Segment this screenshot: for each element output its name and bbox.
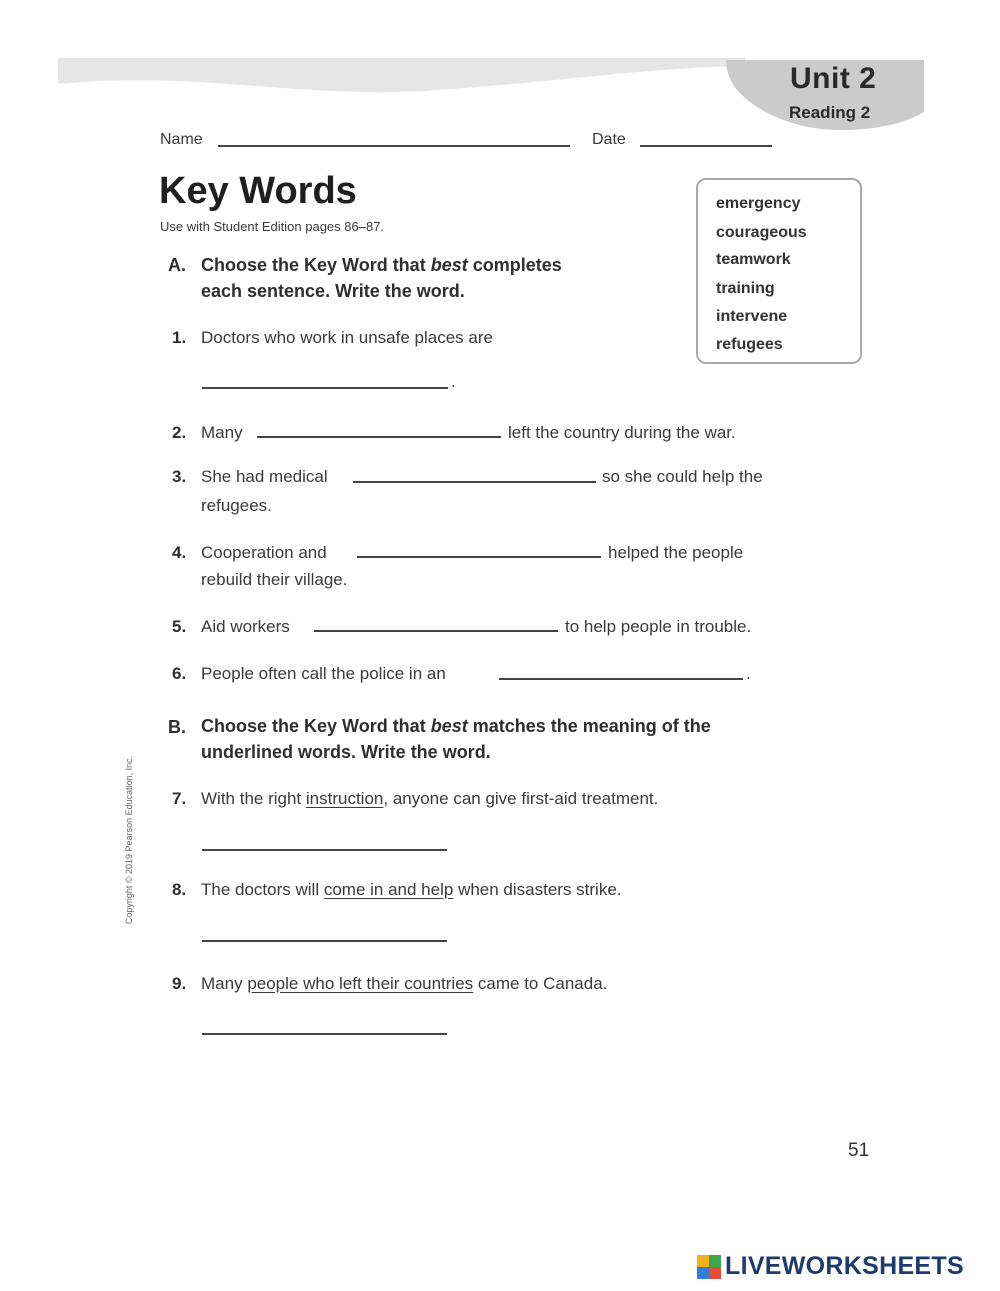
item-number: 5. [172, 617, 187, 636]
item-9-text: Many people who left their countries came to Canada. [201, 974, 608, 993]
reading-label: Reading 2 [789, 103, 871, 122]
item-number: 4. [172, 543, 187, 562]
item-3-text-before: She had medical [201, 467, 328, 486]
item-number: 9. [172, 974, 187, 993]
key-word: refugees [716, 336, 783, 353]
item-2-text-before: Many [201, 423, 243, 442]
item-4-text-line2: rebuild their village. [201, 570, 348, 589]
answer-blank-4[interactable] [357, 556, 601, 558]
liveworksheets-logo-icon [697, 1255, 721, 1279]
item-1-text: Doctors who work in unsafe places are [201, 328, 493, 347]
item-number: 1. [172, 328, 187, 347]
item-5-text-before: Aid workers [201, 617, 290, 636]
page-number: 51 [848, 1140, 870, 1161]
item-number: 3. [172, 467, 187, 486]
item-3-text-after: so she could help the [602, 467, 763, 486]
item-6-text-before: People often call the police in an [201, 664, 446, 683]
key-word-box [696, 178, 862, 364]
key-word: courageous [716, 224, 807, 241]
answer-blank-2[interactable] [257, 436, 501, 438]
key-word: training [716, 280, 775, 297]
liveworksheets-brand[interactable] [697, 1252, 964, 1281]
item-1-period: . [451, 372, 456, 391]
answer-blank-6[interactable] [499, 678, 743, 680]
item-4-text-after: helped the people [608, 543, 744, 562]
section-a-instructions: Choose the Key Word that best completes each sentence. Write the word. [201, 255, 562, 301]
item-number: 8. [172, 880, 187, 899]
answer-blank-5[interactable] [314, 630, 558, 632]
answer-blank-9[interactable] [202, 1033, 447, 1035]
brand-text: LIVEWORKSHEETS [725, 1252, 964, 1280]
date-field[interactable] [640, 145, 772, 147]
item-4-text-before: Cooperation and [201, 543, 327, 562]
copyright-notice: Copyright © 2019 Pearson Education, Inc. [124, 755, 134, 925]
page-subtitle: Use with Student Edition pages 86–87. [160, 219, 385, 234]
page-title: Key Words [159, 170, 357, 212]
item-8-text: The doctors will come in and help when disasters strike. [201, 880, 622, 899]
name-label: Name [160, 131, 203, 148]
answer-blank-7[interactable] [202, 849, 447, 851]
item-6-text-after: . [746, 664, 751, 683]
item-5-text-after: to help people in trouble. [565, 617, 752, 636]
date-label: Date [592, 131, 626, 148]
underlined-phrase: people who left their countries [247, 974, 474, 993]
key-word: intervene [716, 308, 788, 325]
unit-title: Unit 2 [790, 62, 877, 95]
answer-blank-8[interactable] [202, 940, 447, 942]
item-number: 6. [172, 664, 187, 683]
answer-blank-3[interactable] [353, 481, 596, 483]
section-b-instructions: Choose the Key Word that best matches the meaning of the underlined words. Write the word. [201, 716, 711, 762]
underlined-phrase: come in and help [323, 880, 454, 899]
underlined-phrase: instruction [305, 789, 384, 808]
item-number: 2. [172, 423, 187, 442]
key-word: teamwork [716, 251, 791, 268]
item-7-text: With the right instruction, anyone can give first-aid treatment. [201, 789, 659, 808]
item-2-text-after: left the country during the war. [508, 423, 736, 442]
answer-blank-1[interactable] [202, 387, 448, 389]
item-number: 7. [172, 789, 187, 808]
section-b-letter: B. [168, 717, 186, 737]
name-field[interactable] [218, 145, 570, 147]
key-word: emergency [716, 195, 801, 212]
item-3-text-line2: refugees. [201, 496, 272, 515]
section-a-letter: A. [168, 255, 186, 275]
